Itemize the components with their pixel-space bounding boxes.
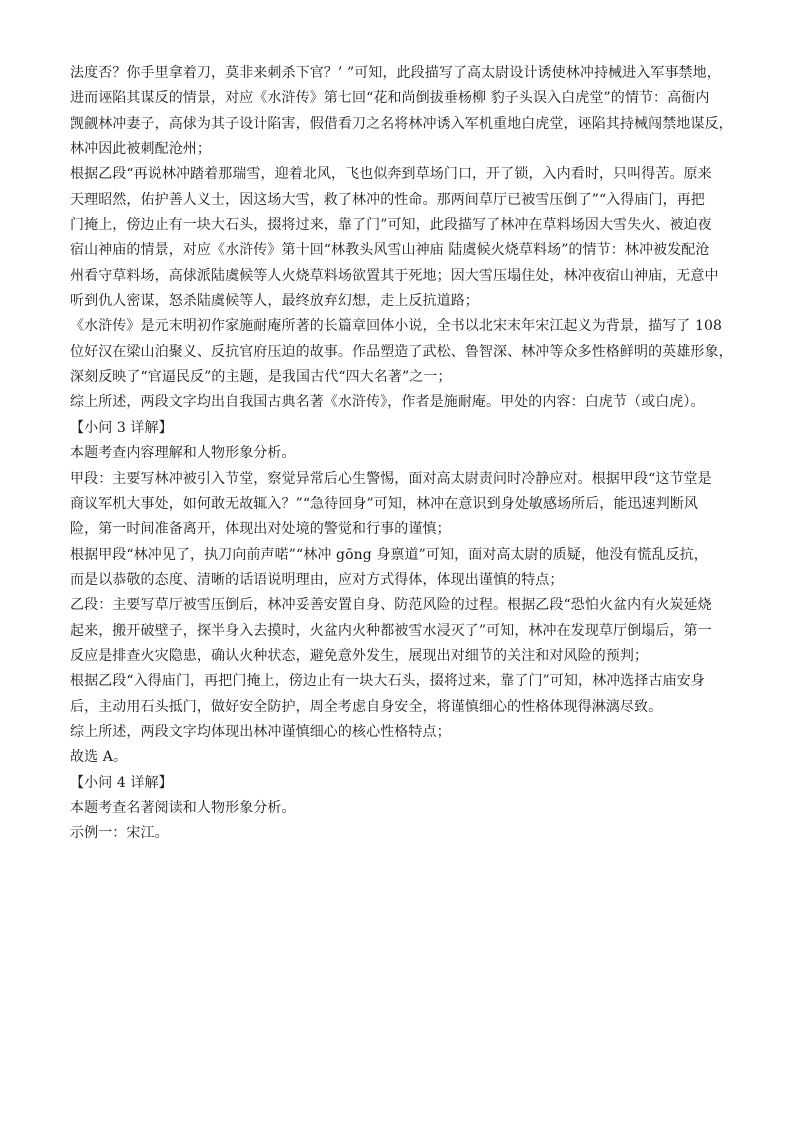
paragraph-line: 深刻反映了“官逼民反”的主题，是我国古代“四大名著”之一； (70, 369, 452, 386)
paragraph-line: 州看守草料场，高俅派陆虞候等人火烧草料场欲置其于死地；因大雪压塌住处，林冲夜宿山神庙，无意中 (70, 267, 719, 284)
section-heading: 【小问 4 详解】 (70, 774, 173, 791)
paragraph-line: 根据乙段“再说林冲踏着那瑞雪，迎着北风，飞也似奔到草场门口，开了锁，入内看时，只叫得苦。原来 (70, 166, 712, 183)
paragraph-line: 故选 A。 (70, 749, 128, 766)
paragraph-line: 位好汉在梁山泊聚义、反抗官府压迫的故事。作品塑造了武松、鲁智深、林冲等众多性格鲜明的英雄形象， (70, 343, 733, 360)
paragraph-line: 林冲因此被刺配沧州； (70, 141, 211, 158)
paragraph-line: 综上所述，两段文字均体现出林冲谨慎细心的核心性格特点； (70, 723, 451, 740)
paragraph-line: 商议军机大事处，如何敢无故辄入？”“急待回身”可知，林冲在意识到身处敏感场所后，能迅速判断风 (70, 495, 699, 512)
paragraph-line: 宿山神庙的情景，对应《水浒传》第十回“林教头风雪山神庙 陆虞候火烧草料场”的情节：林冲被发配沧 (70, 242, 710, 259)
paragraph-line: 示例一：宋江。 (70, 825, 169, 842)
section-heading: 【小问 3 详解】 (70, 419, 173, 436)
paragraph-line: 本题考查内容理解和人物形象分析。 (70, 445, 296, 462)
paragraph-line: 根据甲段“林冲见了，执刀向前声喏”“林冲 gōng 身禀道”可知，面对高太尉的质疑，他没有慌乱反抗， (70, 546, 708, 563)
paragraph-line: 根据乙段“入得庙门，再把门掩上，傍边止有一块大石头，掇将过来，靠了门”可知，林冲选择古庙安身 (70, 673, 705, 690)
paragraph-line: 后，主动用石头抵门，做好安全防护，周全考虑自身安全，将谨慎细心的性格体现得淋漓尽致。 (70, 698, 663, 715)
paragraph-line: 进而诬陷其谋反的情景，对应《水浒传》第七回“花和尚倒拔垂杨柳 豹子头误入白虎堂”的情节：高衙内 (70, 90, 710, 107)
paragraph-line: 甲段：主要写林冲被引入节堂，察觉异常后心生警惕，面对高太尉责问时冷静应对。根据甲段“这节堂是 (70, 470, 712, 487)
paragraph-line: 本题考查名著阅读和人物形象分析。 (70, 799, 296, 816)
paragraph-line: 而是以恭敬的态度、清晰的话语说明理由，应对方式得体，体现出谨慎的特点； (70, 571, 564, 588)
paragraph-line: 天理昭然，佑护善人义士，因这场大雪，救了林冲的性命。那两间草厅已被雪压倒了”“入得庙门，再把 (70, 191, 705, 208)
paragraph-line: 门掩上，傍边止有一块大石头，掇将过来，靠了门”可知，此段描写了林冲在草料场因大雪失火、被迫夜 (70, 217, 712, 234)
document-page (70, 63, 733, 849)
paragraph-line: 起来，搬开破壁子，探半身入去摸时，火盆内火种都被雪水浸灭了”可知，林冲在发现草厅倒塌后，第一 (70, 622, 712, 639)
paragraph-line: 险，第一时间准备离开，体现出对处境的警觉和行事的谨慎； (70, 521, 451, 538)
paragraph-line: 乙段：主要写草厅被雪压倒后，林冲妥善安置自身、防范风险的过程。根据乙段“恐怕火盆内有火炭延烧 (70, 597, 712, 614)
paragraph-line: 法度否？你手里拿着刀，莫非来刺杀下官？’ ”可知，此段描写了高太尉设计诱使林冲持械进入军事禁地， (70, 65, 721, 81)
paragraph-line: 《水浒传》是元末明初作家施耐庵所著的长篇章回体小说，全书以北宋末年宋江起义为背景，描写了 108 (70, 318, 722, 335)
paragraph-line: 听到仇人密谋，怒杀陆虞候等人，最终放弃幻想，走上反抗道路； (70, 293, 479, 310)
paragraph-line: 反应是排查火灾隐患，确认火种状态，避免意外发生，展现出对细节的关注和对风险的预判； (70, 647, 649, 664)
paragraph-line: 觊觎林冲妻子，高俅为其子设计陷害，假借看刀之名将林冲诱入军机重地白虎堂，诬陷其持械闯禁地谋反， (70, 115, 733, 132)
paragraph-line: 综上所述，两段文字均出自我国古典名著《水浒传》，作者是施耐庵。甲处的内容：白虎节（或白虎）。 (70, 394, 705, 411)
